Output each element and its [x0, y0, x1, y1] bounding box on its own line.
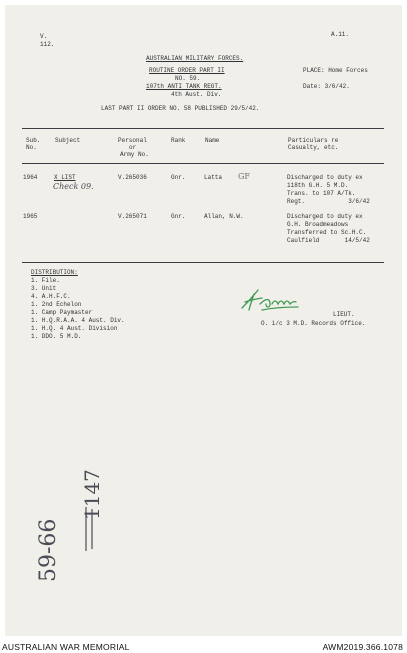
row-army-no: V.265071: [118, 213, 147, 220]
division-name: 4th Aust. Div.: [171, 91, 222, 98]
distribution-item: 1. Camp Paymaster: [31, 309, 93, 316]
row-particulars-1: Discharged to duty ex: [287, 213, 363, 220]
row-rank: Gnr.: [171, 213, 186, 220]
row-name: Latta: [204, 174, 223, 181]
ref-left-1: V.: [40, 33, 48, 40]
footer-source: AUSTRALIAN WAR MEMORIAL: [2, 642, 130, 652]
row-subject: X LIST: [54, 174, 76, 181]
row-name-handwritten-initials: GF: [238, 172, 250, 181]
footer-accession-id: AWM2019.366.1078: [322, 642, 403, 652]
row-particulars-3: Trans. to 107 A/Tk.: [287, 190, 356, 197]
handwritten-underline: [82, 505, 104, 555]
unit-name: 107th ANTI TANK REGT.: [146, 83, 222, 90]
distribution-item: 4. A.H.F.C.: [31, 293, 71, 300]
order-number: NO. 59.: [175, 75, 201, 82]
row-particulars-4: Regt. 3/6/42: [287, 198, 370, 205]
row-particulars-1: Discharged to duty ex: [287, 174, 363, 181]
col-personal-1: Personal: [118, 137, 147, 144]
col-rank: Rank: [171, 137, 186, 144]
org-title: AUSTRALIAN MILITARY FORCES.: [146, 55, 244, 62]
footer-bar: [0, 638, 407, 653]
row-army-no: V.265036: [118, 174, 147, 181]
handwritten-annotation-b: 59-66: [36, 518, 61, 582]
last-order-line: LAST PART II ORDER NO. 58 PUBLISHED 29/5/42.: [101, 105, 260, 112]
row-name: Allan, N.W.: [204, 213, 244, 220]
signature-title: LIEUT.: [333, 311, 355, 318]
distribution-item: 1. H.Q. 4 Aust. Division: [31, 325, 118, 332]
table-header-rule: [22, 163, 384, 164]
order-title: ROUTINE ORDER PART II: [149, 67, 225, 74]
distribution-item: 1. H.Q.R.A.A. 4 Aust. Div.: [31, 317, 125, 324]
place-line: PLACE: Home Forces: [303, 67, 368, 74]
row-sub-no: 1964: [23, 174, 38, 181]
col-name: Name: [205, 137, 220, 144]
ref-right: A.11.: [331, 31, 350, 38]
row-particulars-2: G.H. Broadmeadows: [287, 221, 349, 228]
col-personal-3: Army No.: [120, 151, 149, 158]
col-particulars-1: Particulars re: [288, 137, 339, 144]
signature-image: [236, 284, 316, 314]
col-sub-no-2: No.: [26, 144, 37, 151]
table-bottom-rule: [22, 262, 384, 263]
distribution-item: 1. 2nd Echelon: [31, 301, 82, 308]
col-personal-2: or: [129, 144, 137, 151]
row-particulars-4: Caulfield 14/5/42: [287, 237, 370, 244]
handwritten-annotation-a: 1147: [80, 469, 104, 520]
row-particulars-2: 118th G.H. 5 M.D.: [287, 182, 349, 189]
distribution-item: 3. Unit: [31, 285, 57, 292]
distribution-heading: DISTRIBUTION:: [31, 269, 78, 276]
row-sub-no: 1965: [23, 213, 38, 220]
col-subject: Subject: [55, 137, 81, 144]
row-rank: Gnr.: [171, 174, 186, 181]
row-particulars-3: Transferred to Sc.H.C.: [287, 229, 367, 236]
col-particulars-2: Casualty, etc.: [288, 144, 339, 151]
distribution-item: 1. DDO. 5 M.D.: [31, 333, 82, 340]
distribution-item: 1. File.: [31, 277, 60, 284]
col-sub-no-1: Sub.: [26, 137, 41, 144]
table-top-rule: [22, 128, 384, 129]
ref-left-2: 112.: [40, 41, 55, 48]
signature-office: O. i/c 3 M.D. Records Office.: [261, 320, 366, 327]
date-line: Date: 3/6/42.: [303, 83, 350, 90]
row-subject-handwritten-note: Check 09.: [53, 182, 94, 191]
